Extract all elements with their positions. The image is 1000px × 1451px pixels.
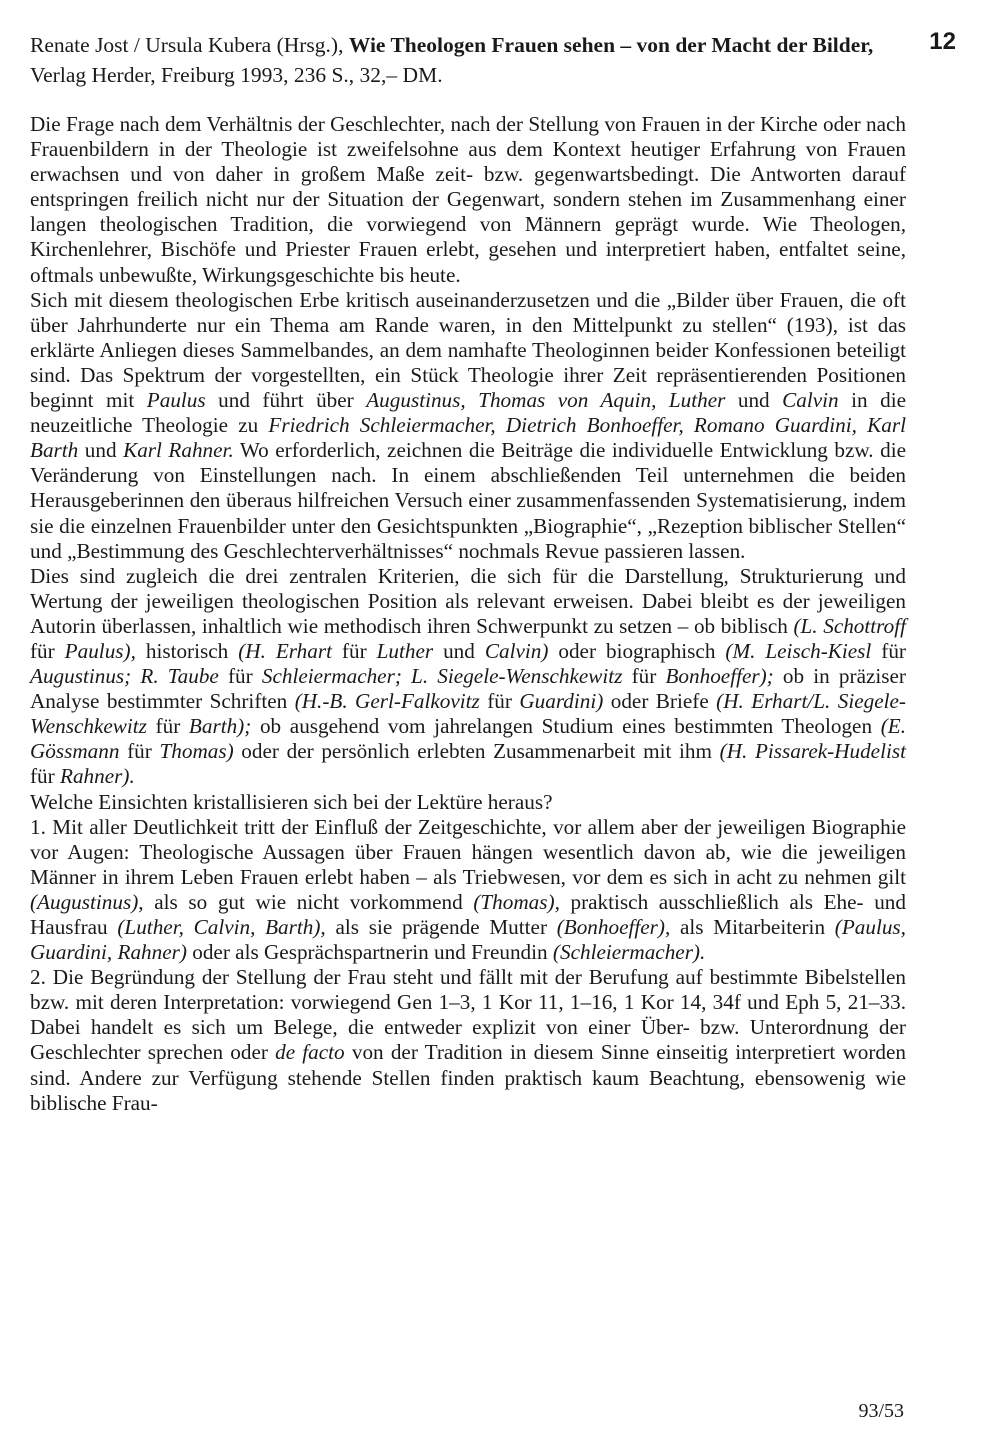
italic-run: Bonhoeffer);: [665, 664, 774, 689]
publisher-info: Verlag Herder, Freiburg 1993, 236 S., 32,– DM.: [30, 63, 443, 87]
editors: Renate Jost / Ursula Kubera (Hrsg.),: [30, 33, 344, 57]
italic-run: Calvin): [484, 638, 549, 663]
review-paragraph: [30, 790, 906, 815]
page-code: 93/53: [858, 1400, 904, 1422]
text-run: für: [30, 764, 61, 789]
text-run: oder Briefe: [603, 689, 717, 714]
text-run: Dies sind zugleich die drei zentralen Kriterien, die sich für die Darstellung, Strukturierung und Wertung der jeweiligen theologischen Position als relevant erweisen. Dabei bleibt es der jeweiligen Autorin überlassen, inhaltlich wie methodisch ihren Schwerpunkt zu setzen – ob biblisch: [30, 563, 906, 638]
text-run: als sie prägende Mutter: [325, 915, 557, 939]
italic-run: Paulus),: [64, 638, 136, 663]
text-run: historisch: [135, 638, 239, 663]
italic-run: Friedrich Schleiermacher, Dietrich Bonhoeffer, Romano Guardini, Karl Barth: [30, 413, 906, 463]
italic-run: (Schleiermacher).: [552, 940, 706, 965]
text-run: Welche Einsichten kristallisieren sich bei der Lektüre heraus?: [30, 789, 553, 814]
text-run: Wo erforderlich, zeichnen die Beiträge die individuelle Entwicklung bzw. die Veränderung von Einstellungen nach. In einem abschließenden Teil unternehmen die beiden Herausgeberinnen den überaus hilfreichen Versuch einer zusammenfassenden Systematisierung, indem sie die einzelnen Frauenbilder unter den Gesichtspunkten „Biographie“, „Rezeption biblischer Stellen“ und „Bestimmung des Geschlechterverhältnisses“ nochmals Revue passieren lassen.: [30, 438, 906, 563]
italic-run: (Paulus, Guardini, Rahner): [30, 915, 906, 965]
text-run: für: [119, 739, 160, 764]
text-run: für: [479, 689, 520, 714]
text-run: von der Tradition in diesem Sinne einseitig interpretiert worden sind. Andere zur Verfügung stehende Stellen finden praktisch kaum Beachtung, ebensowenig wie biblische Frau-: [30, 1040, 906, 1115]
italic-run: (E. Gössmann: [30, 714, 906, 764]
text-run: oder der persönlich erlebten Zusammenarbeit mit ihm: [233, 739, 720, 764]
text-run: und: [725, 388, 783, 413]
text-run: 2. Die Begründung der Stellung der Frau steht und fällt mit der Berufung auf bestimmte Bibelstellen bzw. mit deren Interpretation: vorwiegend Gen 1–3, 1 Kor 11, 1–16, 1 Kor 14, 34f und Eph 5, 21–33. Dabei handelt es sich um Belege, die entweder explizit von einer Über- bzw. Unterordnung der Geschlechter sprechen oder: [30, 965, 906, 1065]
text-run: Sich mit diesem theologischen Erbe kritisch auseinanderzusetzen und die „Bilder über Frauen, die oft über Jahrhunderte nur ein Thema am Rande waren, in den Mittelpunkt zu stellen“ (193), ist das erklärte Anliegen dieses Sammelbandes, an dem namhafte Theologinnen beider Konfessionen beteiligt sind. Das Spektrum der vorgestellten, ein Stück Theologie ihrer Zeit repräsentierenden Positionen beginnt mit: [30, 287, 906, 413]
italic-run: Calvin: [782, 388, 839, 413]
text-run: für: [331, 638, 377, 663]
italic-run: Barth);: [188, 714, 252, 739]
text-run: für: [146, 714, 189, 739]
review-body: [30, 112, 906, 1116]
text-run: ob in präziser Analyse bestimmter Schriften: [30, 664, 906, 714]
text-run: für: [622, 664, 666, 689]
text-run: praktisch ausschließlich als Ehe- und Hausfrau: [30, 889, 906, 939]
text-run: 1. Mit aller Deutlichkeit tritt der Einfluß der Zeitgeschichte, vor allem aber der jeweiligen Biographie vor Augen: Theologische Aussagen über Frauen hängen wesentlich davon ab, wie die jeweiligen Männer in ihrem Leben Frauen erlebt haben – als Triebwesen, vor dem es sich in acht zu nehmen gilt: [30, 814, 906, 889]
italic-run: (H. Erhart/L. Siegele-Wenschkewitz: [30, 689, 906, 739]
review-paragraph: [30, 564, 906, 790]
review-paragraph: [30, 112, 906, 288]
text-run: ob ausgehend vom jahrelangen Studium eines bestimmten Theologen: [251, 714, 881, 739]
italic-run: de facto: [275, 1040, 345, 1065]
text-run: als so gut wie nicht vorkommend: [143, 889, 474, 914]
italic-run: Thomas): [159, 739, 234, 764]
text-run: als Mitarbeiterin: [670, 915, 835, 939]
italic-run: Augustinus; R. Taube: [30, 664, 219, 689]
italic-run: Guardini): [519, 689, 604, 714]
italic-run: (M. Leisch-Kiesl: [725, 638, 872, 663]
review-paragraph: [30, 815, 906, 966]
entry-number: 12: [929, 28, 956, 55]
italic-run: (Thomas),: [473, 889, 560, 914]
italic-run: Augustinus, Thomas von Aquin, Luther: [366, 388, 726, 413]
italic-run: (H. Erhart: [238, 638, 332, 663]
text-run: und führt über: [205, 388, 367, 413]
italic-run: Luther: [376, 638, 434, 663]
text-run: oder biographisch: [548, 638, 726, 663]
italic-run: (Bonhoeffer),: [556, 915, 671, 939]
text-run: in die neuzeitliche Theologie zu: [30, 388, 906, 438]
review-header: [30, 30, 910, 90]
italic-run: (H.-B. Gerl-Falkovitz: [294, 689, 480, 714]
review-paragraph: [30, 288, 906, 564]
text-run: für: [30, 638, 65, 663]
italic-run: (H. Pissarek-Hudelist: [719, 739, 906, 764]
italic-run: (L. Schottroff: [793, 613, 907, 638]
text-run: oder als Gesprächspartnerin und Freundin: [186, 940, 553, 965]
book-title: Wie Theologen Frauen sehen – von der Macht der Bilder,: [348, 33, 874, 57]
italic-run: (Augustinus),: [30, 889, 144, 914]
italic-run: Schleiermacher; L. Siegele-Wenschkewitz: [261, 664, 623, 689]
text-run: und: [433, 638, 485, 663]
italic-run: Karl Rahner.: [123, 438, 234, 463]
italic-run: Rahner).: [60, 764, 135, 789]
review-paragraph: [30, 965, 906, 1116]
text-run: für: [218, 664, 262, 689]
text-run: für: [871, 638, 906, 663]
italic-run: (Luther, Calvin, Barth),: [117, 915, 326, 939]
text-run: und: [78, 438, 124, 463]
text-run: Die Frage nach dem Verhältnis der Geschlechter, nach der Stellung von Frauen in der Kirche oder nach Frauenbildern in der Theologie ist zweifelsohne aus dem Kontext heutiger Erfahrung von Frauen erwachsen und von daher in großem Maße zeit- bzw. gegenwartsbedingt. Die Antworten darauf entspringen freilich nicht nur der Situation der Gegenwart, sondern stehen im Zusammenhang einer langen theologischen Tradition, die vorwiegend von Männern geprägt wurde. Wie Theologen, Kirchenlehrer, Bischöfe und Priester Frauen erlebt, gesehen und interpretiert haben, entfaltet seine, oftmals unbewußte, Wirkungsgeschichte bis heute.: [30, 112, 906, 287]
italic-run: Paulus: [146, 388, 206, 413]
